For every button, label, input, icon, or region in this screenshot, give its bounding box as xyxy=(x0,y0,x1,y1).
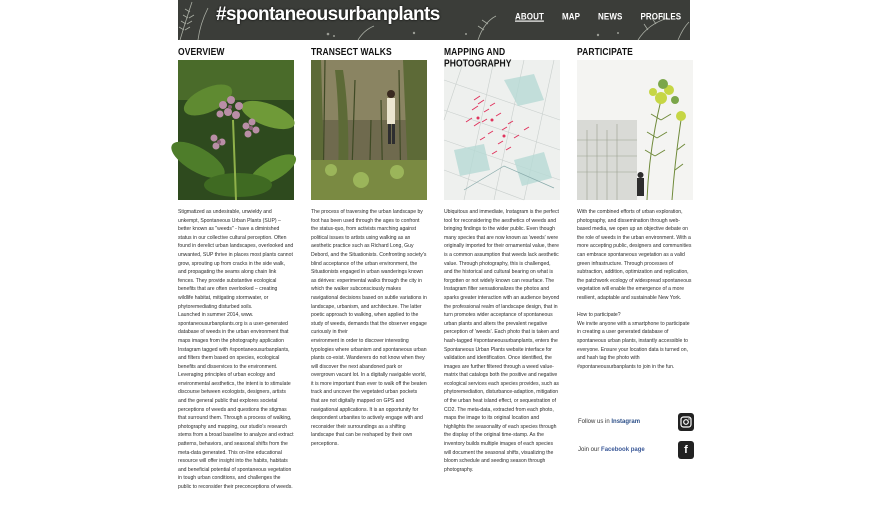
nav-news[interactable]: NEWS xyxy=(598,11,623,22)
participate-heading: PARTICIPATE xyxy=(577,46,633,58)
transect-walks-heading: TRANSECT WALKS xyxy=(311,46,392,58)
transect-walks-text: The process of traversing the urban landscape by foot has been used through the ages to confront the status-quo, from activists marching against political issues to artists using walking as an aesthetic practice such as Richard Long, Guy Debord, and the Situationists. Confronting society's blind acceptance of the urban environment, the Situationists engaged in urban wanderings known as dérives: experimental walks through the city in which the walker subconsciously makes navigational decisions based on subtle variations in landscape, urbanism, and architecture. The latter poetic approach to walking, when applied to the study of weeds, demands that the observer engage curiously in their environment in order to discover interesting typologies where urbanism and spontaneous urban plants co-exist. Wanderers do not know when they will discover the next abandoned park or overgrown vacant lot. In a digitally navigable world, it is more important than ever to walk off the beaten track and uncover the vegetated urban pockets that are not digitally mapped on GPS and navigational applications. It is an opportunity for despondent urbanites to actively engage with and reconsider their surroundings as a shifting landscape that can be reshaped by their own perceptions. xyxy=(311,209,427,448)
main-nav xyxy=(515,12,758,21)
nav-services[interactable]: SERVICES xyxy=(699,11,741,22)
instagram-prefix: Follow us in xyxy=(578,419,610,425)
mapping-photography-text: Ubiquitous and immediate, Instagram is the perfect tool for reconsidering the aesthetics of weeds and bringing findings to the wider public. Even though many species that are now known as 'weeds' were originally imported for their ornamental value, there is a common assumption that weeds lack aesthetic value. Through photography, this is challenged, and the historical and cultural bearing on what is forgotten or not widely known can resurface. The Instagram filter sensationalizes the photos and sparks greater interaction with an audience beyond the professional realm of landscape design, that in turn promotes wider acceptance of spontaneous urban plants and alters the prevalent negative perception of 'weeds'. Each photo that is taken and hash-tagged #spontaneousurbanplants, enters the Spontaneous Urban Plants website interface for validation and identification. Once identified, the images are further filtered through a weed value-matrix that catalogs both the positive and negative ecological services each species provides, such as phytoremediation, disturbance-adaption, mitigation of the urban heat island effect, or sequestration of CO2. The meta-data, extracted from each photo, maps the image to its original location and highlights the seasonality of each species through the display of the original time-stamp. As the inventory builds multiple images of each species will document the seasonal shifts, visualizing the bloom schedule and seeding season through photography. xyxy=(444,209,560,473)
site-header xyxy=(178,0,741,40)
participate-collage-image xyxy=(577,60,693,200)
instagram-link-label xyxy=(578,419,640,425)
weed-map-illustration xyxy=(444,60,560,200)
milkweed-photo xyxy=(178,60,294,200)
mapping-photography-column xyxy=(444,46,560,474)
facebook-prefix: Join our xyxy=(578,447,600,453)
participate-column xyxy=(577,46,693,371)
facebook-link-row[interactable] xyxy=(578,438,694,462)
facebook-link-label xyxy=(578,447,645,453)
facebook-icon[interactable]: f xyxy=(678,441,694,459)
facebook-link[interactable]: Facebook page xyxy=(601,447,645,453)
social-links xyxy=(578,410,694,466)
mapping-photography-heading: MAPPING AND PHOTOGRAPHY xyxy=(444,46,512,69)
instagram-link[interactable]: Instagram xyxy=(611,419,641,425)
overview-heading: OVERVIEW xyxy=(178,46,225,58)
instagram-link-row[interactable] xyxy=(578,410,694,434)
nav-map[interactable]: MAP xyxy=(561,11,581,22)
instagram-icon[interactable] xyxy=(678,413,694,431)
participate-text: With the combined efforts of urban exploration, photography, and dissemination through web-based media, we open up an objective debate on the role of weeds in the urban environment. With a more accepting public, designers and communities can embrace spontaneous vegetation as a valid green infrastructure. Through processes of subtraction, addition, optimization and replication, the patchwork ecology of widespread spontaneous vegetation will enable the emergence of a more resilient, adaptable and sustainable New York. How to participate? We invite anyone with a smartphone to participate in creating a user generated database of spontaneous urban plants, instantly accessible to everyone. Ensure your location data is turned on, and hash tag the photo with #spontaneousurbanplants to join in the fun. xyxy=(577,209,692,370)
overview-column xyxy=(178,46,294,492)
site-title[interactable]: #spontaneousurbanplants xyxy=(216,4,440,25)
transect-walks-column xyxy=(311,46,427,449)
nav-profiles[interactable]: PROFILES xyxy=(640,11,682,22)
overview-text: Stigmatized as undesirable, unwieldy and unkempt, Spontaneous Urban Plants (SUP) – better known as "weeds" - have a diminished status in our collective cultural perception. Often found in derelict urban landscapes, overlooked and unwanted, SUP thrive in places most plants cannot grow, sprouting up from cracks in the side walk, and propagating the seams along chain link fences. They provide substantive ecological benefits that are often overlooked – creating wildlife habitat, mitigating stormwater, or phytoremediating disturbed soils. Launched in summer 2014, www. spontaneousurbanplants.org is a user-generated database of weeds in the urban environment that maps images from the photography application Instagram tagged with #spontaneousurbanplants, and filters them based on species, ecological benefits and disservices to the environment. Leveraging principles of urban ecology and environmental aesthetics, the intent is to stimulate discourse between ecologists, designers, artists and the general public that explores societal perceptions of weeds and questions the stigmas that surround them. Through a process of walking, photography and mapping, our studio's research stems from a broad baseline to analyze and extract patterns, behaviors, and seasonal shifts from the meta-data generated. This on-line educational resource will offer insight into the habits, habitats and beneficial potential of spontaneous vegetation in tough urban conditions, and challenges the public to reconsider their preconceptions of weeds. xyxy=(178,209,294,490)
nav-about[interactable]: ABOUT xyxy=(515,11,544,22)
transect-walk-photo xyxy=(311,60,427,200)
